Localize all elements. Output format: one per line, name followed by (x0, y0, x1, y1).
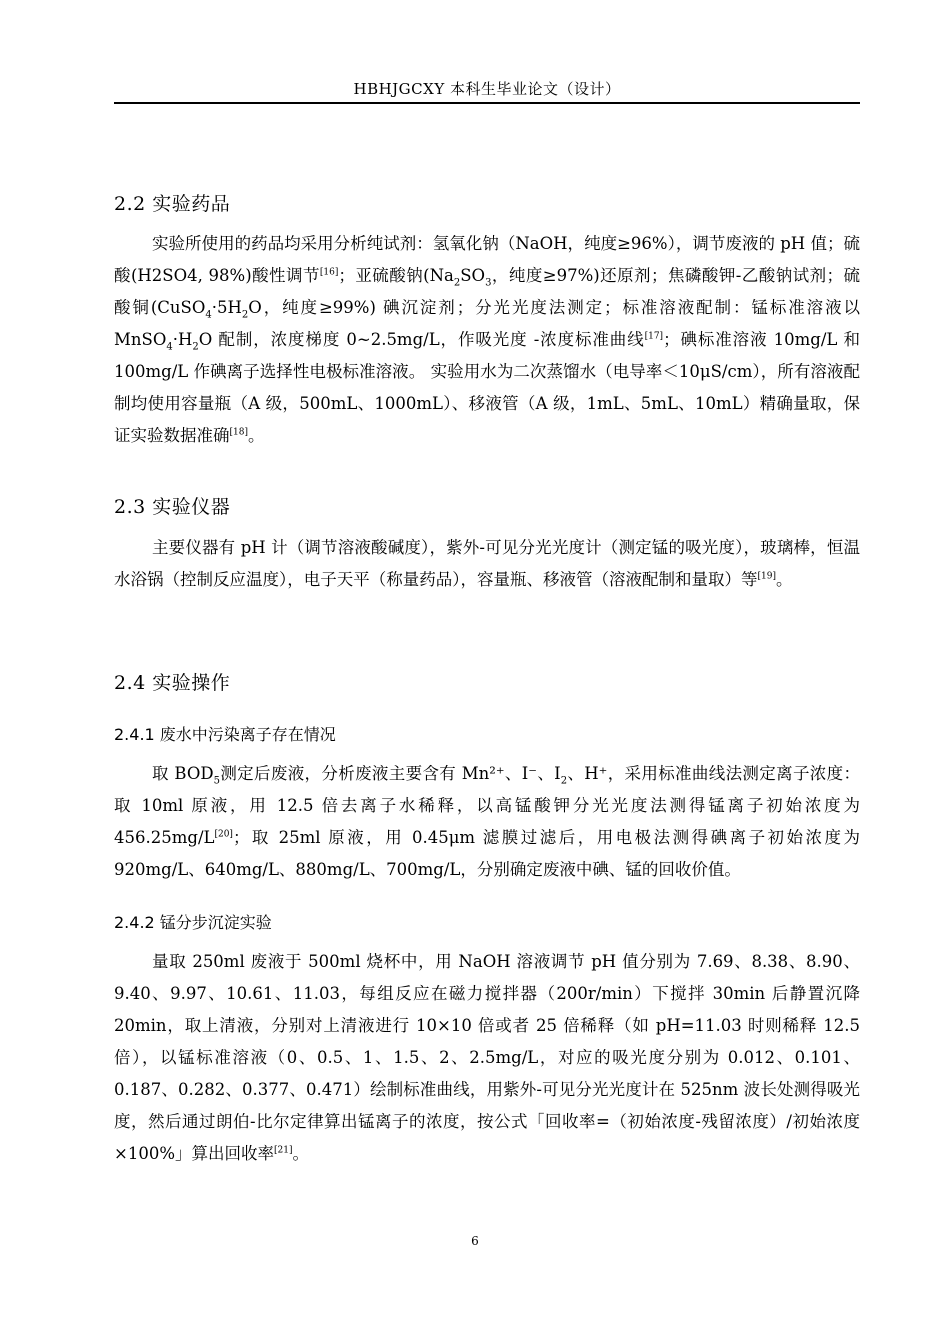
paragraph-manganese-precipitation: 量取 250ml 废液于 500ml 烧杯中，用 NaOH 溶液调节 pH 值分别为 7.69、8.38、8.90、9.40、9.97、10.61、11.03，每组反应在磁力搅拌器（200r/min）下搅拌 30min 后静置沉降 20min，取上清液，分别对上清液进行 10×10 倍或者 25 倍稀释（如 pH=11.03 时则稀释 12.5 倍），以锰标准溶液（0、0.5、1、1.5、2、2.5mg/L，对应的吸光度分别为 0.012、0.101、0.187、0.282、0.377、0.471）绘制标准曲线，用紫外-可见分光光度计在 525nm 波长处测得吸光度，然后通过朗伯-比尔定律算出锰离子的浓度，按公式「回收率=（初始浓度-残留浓度）/初始浓度×100%」算出回收率[21]。 (114, 952, 860, 1163)
page-number: 6 (471, 1234, 479, 1248)
citation-21: [21] (274, 1145, 293, 1156)
citation-20: [20] (214, 829, 233, 840)
citation-18: [18] (229, 427, 248, 438)
subsection-heading-2-4-2: 2.4.2 锰分步沉淀实验 (114, 913, 272, 932)
paragraph-reagents: 实验所使用的药品均采用分析纯试剂：氢氧化钠（NaOH，纯度≥96%），调节废液的 pH 值；硫酸(H2SO4, 98%)酸性调节[16]；亚硫酸钠($Na_2SO_3$，纯度≥97%)还原剂；焦磷酸钾-乙酸钠试剂；硫酸铜($CuSO_4\cdot 5H_2O$，纯度≥99%) 碘沉淀剂；分光光度法测定；标准溶液配制：锰标准溶液以 $MnSO_4\cdot H_2O$ 配制，浓度梯度 0~2.5mg/L，作吸光度 -浓度标准曲线[17]；碘标准溶液 10mg/L 和 100mg/L 作碘离子选择性电极标准溶液。 实验用水为二次蒸馏水（电导率＜10μS/cm），所有溶液配制均使用容量瓶（A 级，500mL、1000mL）、移液管（A 级，1mL、5mL、10mL）精确量取，保证实验数据准确[18]。 (114, 234, 860, 445)
section-heading-2-2: 2.2 实验药品 (114, 193, 231, 215)
section-heading-2-3: 2.3 实验仪器 (114, 496, 231, 518)
paragraph-instruments: 主要仪器有 pH 计（调节溶液酸碱度），紫外-可见分光光度计（测定锰的吸光度），玻璃棒，恒温水浴锅（控制反应温度），电子天平（称量药品），容量瓶、移液管（溶液配制和量取）等[19]。 (114, 538, 860, 589)
page-header-title: HBHJGCXY 本科生毕业论文（设计） (353, 80, 621, 98)
paragraph-pollutant-ions: 取 $BOD_5$测定后废液，分析废液主要含有 Mn²⁺、I⁻、$I_2$、H⁺，采用标准曲线法测定离子浓度：取 10ml 原液，用 12.5 倍去离子水稀释，以高锰酸钾分光光度法测得锰离子初始浓度为 456.25mg/L[20]；取 25ml 原液，用 0.45μm 滤膜过滤后，用电极法测得碘离子初始浓度为 920mg/L、640mg/L、880mg/L、700mg/L，分别确定废液中碘、锰的回收价值。 (114, 764, 860, 879)
citation-16: [16] (319, 267, 339, 278)
citation-19: [19] (757, 571, 776, 582)
header-rule (114, 102, 860, 104)
citation-17: [17] (644, 331, 664, 342)
subsection-heading-2-4-1: 2.4.1 废水中污染离子存在情况 (114, 725, 336, 744)
section-heading-2-4: 2.4 实验操作 (114, 672, 231, 694)
